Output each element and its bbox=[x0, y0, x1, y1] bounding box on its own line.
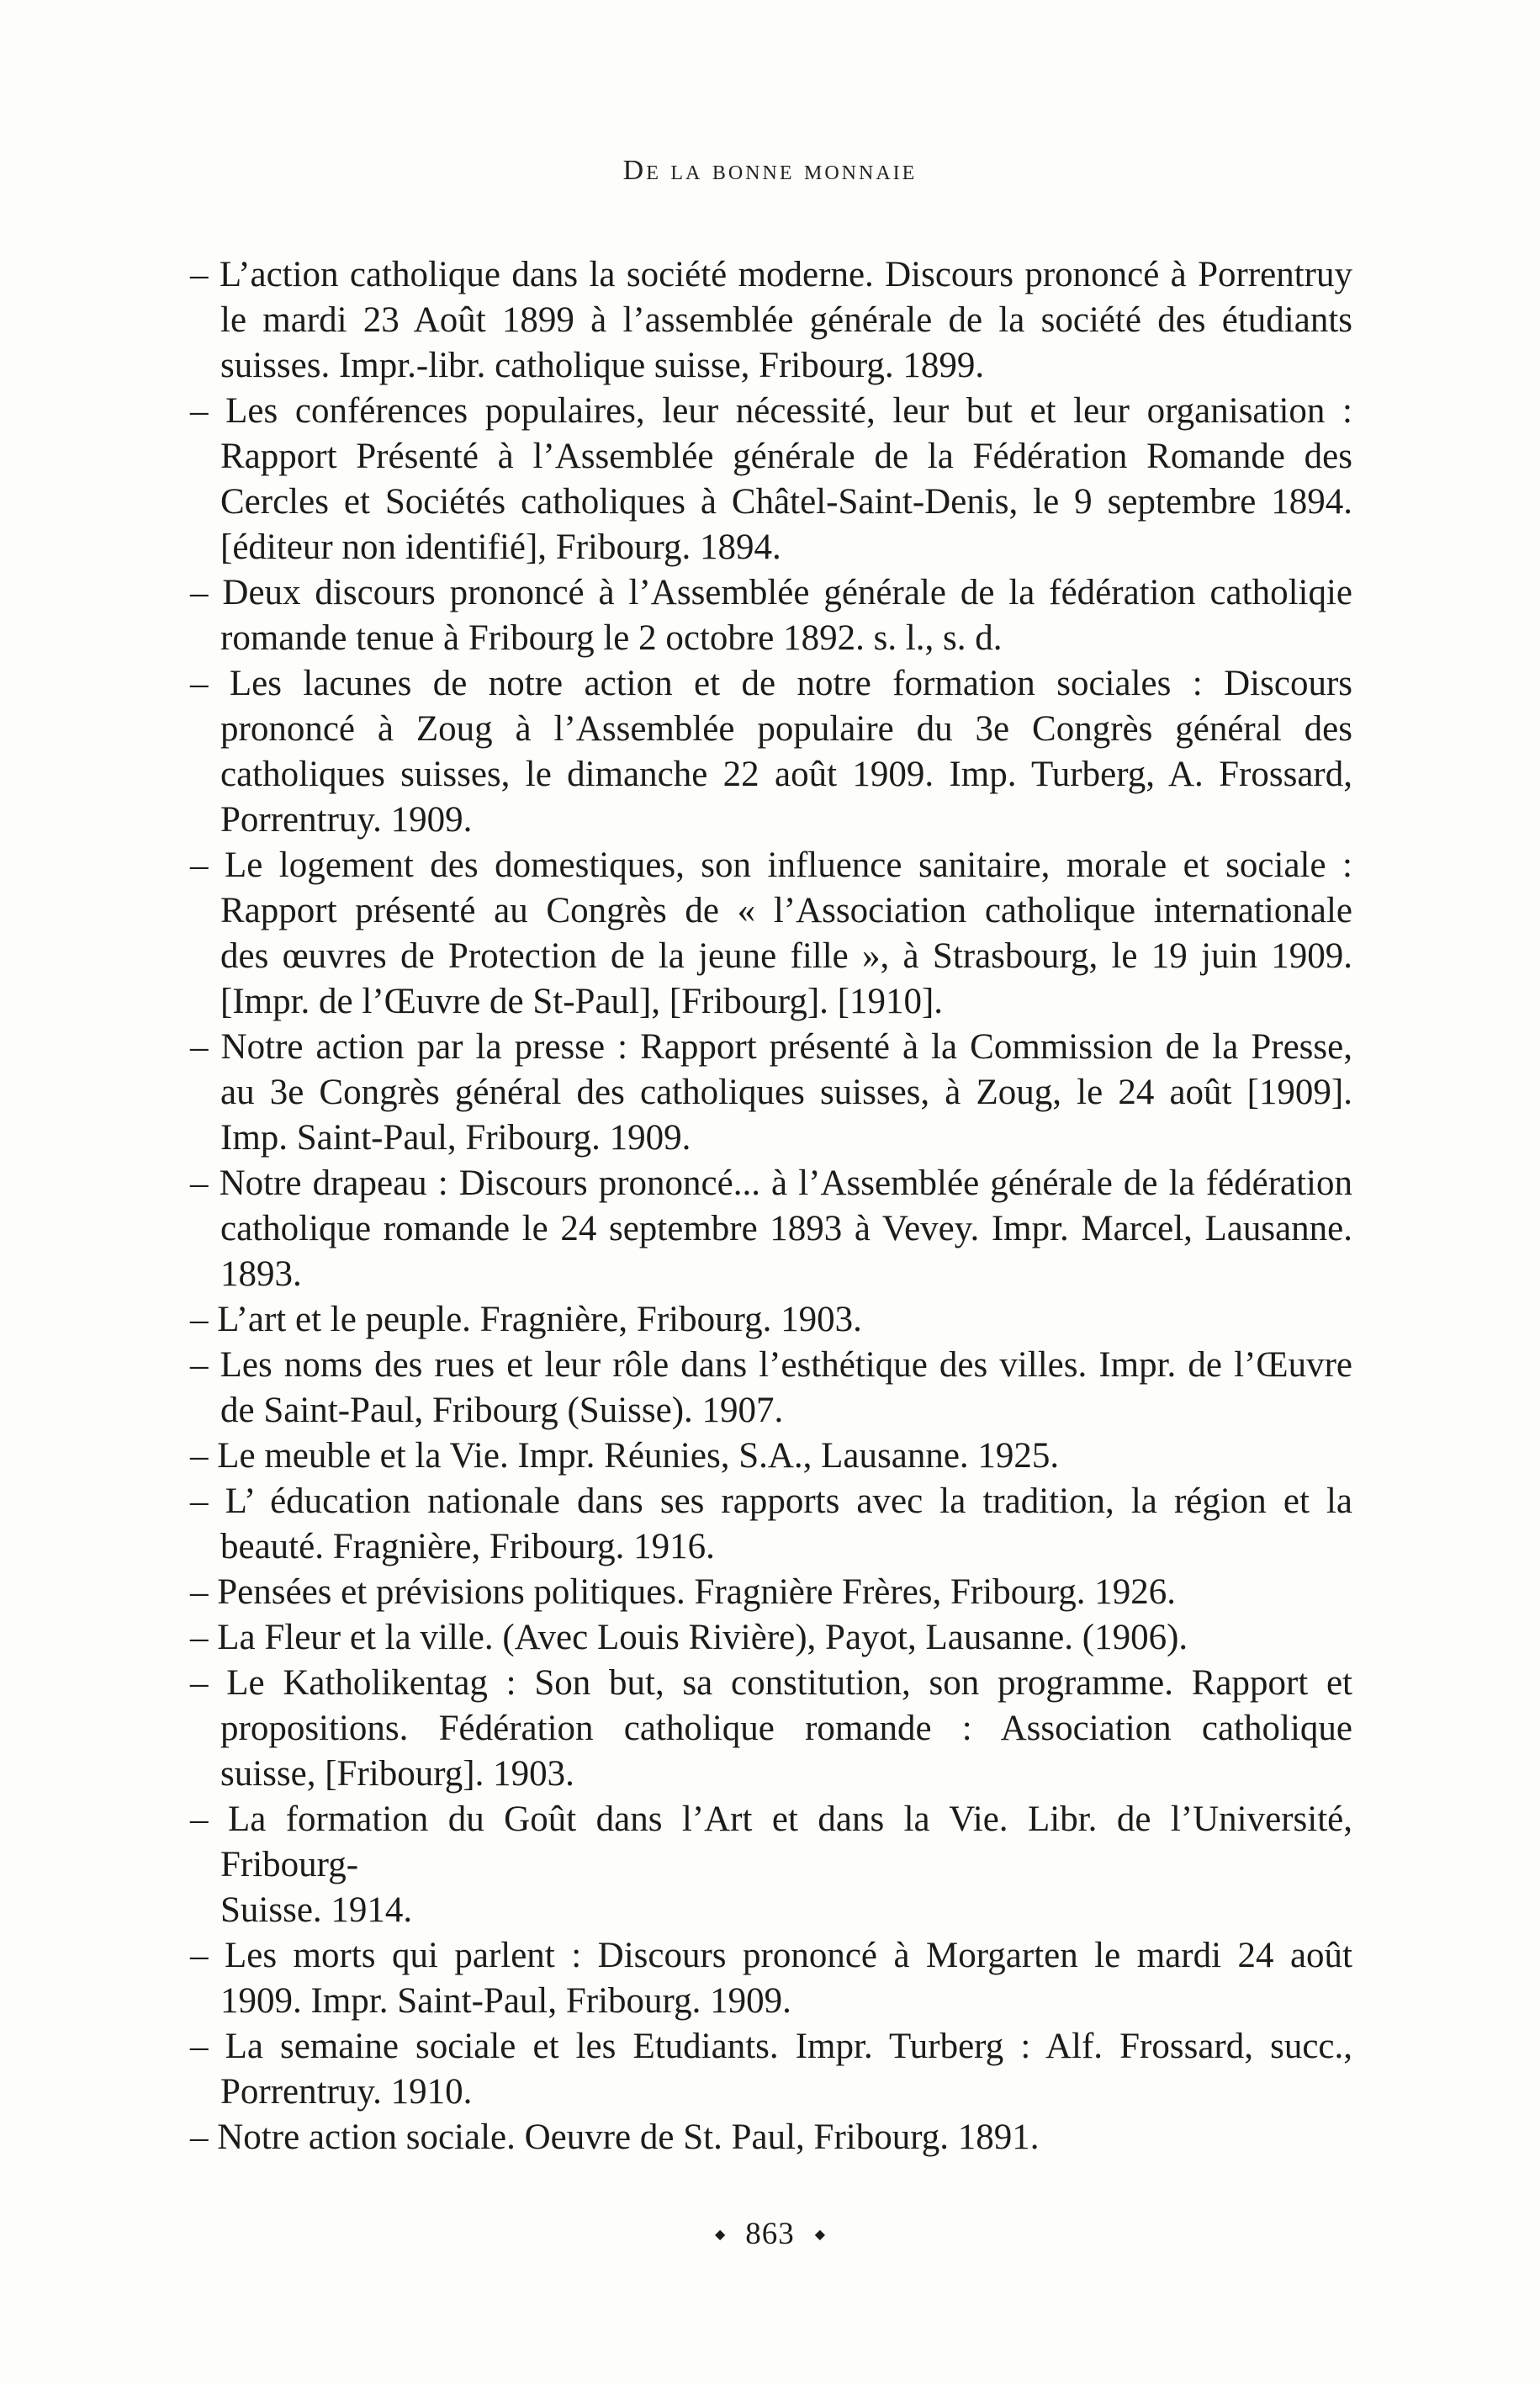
entry-line: – La semaine sociale et les Etudiants. Impr. Turberg : Alf. Frossard, succ., bbox=[190, 2027, 1352, 2066]
entry-line: des œuvres de Protection de la jeune fille », à Strasbourg, le 19 juin 1909. bbox=[220, 936, 1352, 976]
footer-ornament-left-icon: ◆ bbox=[714, 2226, 726, 2242]
entry-line: catholique romande le 24 septembre 1893 à Vevey. Impr. Marcel, Lausanne. bbox=[220, 1209, 1352, 1248]
page-number: 863 bbox=[745, 2217, 795, 2251]
entry-line: suisse, [Fribourg]. 1903. bbox=[220, 1754, 574, 1794]
bibliography-entry bbox=[190, 1661, 1352, 1797]
bibliography-entry bbox=[190, 1615, 1352, 1661]
bibliography-entry bbox=[190, 1025, 1352, 1161]
entry-line: – Notre action sociale. Oeuvre de St. Paul, Fribourg. 1891. bbox=[190, 2117, 1040, 2157]
entry-line: catholiques suisses, le dimanche 22 août 1909. Imp. Turberg, A. Frossard, bbox=[220, 755, 1352, 794]
bibliography-entry bbox=[190, 1297, 1352, 1343]
entry-line: de Saint-Paul, Fribourg (Suisse). 1907. bbox=[220, 1391, 784, 1430]
entry-line: – L’action catholique dans la société moderne. Discours prononcé à Porrentruy bbox=[190, 255, 1352, 294]
bibliography-entry bbox=[190, 1570, 1352, 1615]
entry-line: – Les noms des rues et leur rôle dans l’esthétique des villes. Impr. de l’Œuvre bbox=[190, 1345, 1352, 1385]
entry-line: – Le Katholikentag : Son but, sa constitution, son programme. Rapport et bbox=[190, 1663, 1352, 1703]
footer-ornament-right-icon: ◆ bbox=[814, 2226, 826, 2242]
entry-line: – L’ éducation nationale dans ses rapports avec la tradition, la région et la bbox=[190, 1481, 1352, 1521]
entry-line: – L’art et le peuple. Fragnière, Fribourg. 1903. bbox=[190, 1300, 862, 1339]
entry-line: propositions. Fédération catholique romande : Association catholique bbox=[220, 1709, 1352, 1748]
entry-line: le mardi 23 Août 1899 à l’assemblée générale de la société des étudiants bbox=[220, 300, 1352, 340]
bibliography-entry bbox=[190, 1797, 1352, 1933]
bibliography-entry bbox=[190, 843, 1352, 1025]
entry-line: au 3e Congrès général des catholiques suisses, à Zoug, le 24 août [1909]. bbox=[220, 1073, 1352, 1112]
entry-line: [éditeur non identifié], Fribourg. 1894. bbox=[220, 527, 781, 567]
entry-line: – La formation du Goût dans l’Art et dans la Vie. Libr. de l’Université, Fribourg- bbox=[190, 1799, 1352, 1884]
entry-line: Rapport présenté au Congrès de « l’Association catholique internationale bbox=[220, 891, 1352, 930]
entry-line: – La Fleur et la ville. (Avec Louis Rivière), Payot, Lausanne. (1906). bbox=[190, 1618, 1188, 1657]
entry-line: 1893. bbox=[220, 1254, 302, 1294]
bibliography-entry bbox=[190, 1434, 1352, 1479]
entry-line: – Le logement des domestiques, son influence sanitaire, morale et sociale : bbox=[190, 845, 1352, 885]
bibliography-entry bbox=[190, 1479, 1352, 1570]
entry-line: 1909. Impr. Saint-Paul, Fribourg. 1909. bbox=[220, 1981, 791, 2021]
entry-line: – Les lacunes de notre action et de notre formation sociales : Discours bbox=[190, 664, 1352, 703]
bibliography-entry bbox=[190, 570, 1352, 661]
entry-line: prononcé à Zoug à l’Assemblée populaire du 3e Congrès général des bbox=[220, 709, 1352, 749]
entry-line: – Pensées et prévisions politiques. Fragnière Frères, Fribourg. 1926. bbox=[190, 1572, 1176, 1612]
entry-line: Cercles et Sociétés catholiques à Châtel-Saint-Denis, le 9 septembre 1894. bbox=[220, 482, 1352, 522]
entry-line: – Le meuble et la Vie. Impr. Réunies, S.A., Lausanne. 1925. bbox=[190, 1436, 1060, 1476]
bibliography-entry bbox=[190, 1343, 1352, 1434]
entry-line: Imp. Saint-Paul, Fribourg. 1909. bbox=[220, 1118, 691, 1158]
entry-line: Porrentruy. 1909. bbox=[220, 800, 473, 840]
entry-line: – Deux discours prononcé à l’Assemblée générale de la fédération catholiqie bbox=[190, 573, 1352, 612]
bibliography-entry bbox=[190, 2024, 1352, 2115]
bibliography-entry bbox=[190, 1161, 1352, 1297]
entry-line: – Notre action par la presse : Rapport présenté à la Commission de la Presse, bbox=[190, 1027, 1352, 1067]
entry-line: Rapport Présenté à l’Assemblée générale de la Fédération Romande des bbox=[220, 437, 1352, 476]
entry-line: – Les morts qui parlent : Discours prononcé à Morgarten le mardi 24 août bbox=[190, 1936, 1352, 1975]
entry-line: – Les conférences populaires, leur nécessité, leur but et leur organisation : bbox=[190, 391, 1352, 431]
entry-line: Suisse. 1914. bbox=[220, 1890, 413, 1930]
bibliography-list bbox=[190, 252, 1352, 2160]
entry-line: [Impr. de l’Œuvre de St-Paul], [Fribourg]. [1910]. bbox=[220, 982, 944, 1021]
bibliography-entry bbox=[190, 389, 1352, 570]
bibliography-entry bbox=[190, 1933, 1352, 2024]
bibliography-entry bbox=[190, 661, 1352, 843]
running-header: De la bonne monnaie bbox=[622, 155, 918, 186]
bibliography-entry bbox=[190, 252, 1352, 389]
entry-line: beauté. Fragnière, Fribourg. 1916. bbox=[220, 1527, 715, 1566]
entry-line: – Notre drapeau : Discours prononcé... à l’Assemblée générale de la fédération bbox=[190, 1163, 1352, 1203]
entry-line: romande tenue à Fribourg le 2 octobre 1892. s. l., s. d. bbox=[220, 618, 1003, 658]
page-footer bbox=[0, 2216, 1540, 2252]
bibliography-entry bbox=[190, 2115, 1352, 2160]
entry-line: suisses. Impr.-libr. catholique suisse, Fribourg. 1899. bbox=[220, 346, 985, 385]
entry-line: Porrentruy. 1910. bbox=[220, 2072, 473, 2112]
